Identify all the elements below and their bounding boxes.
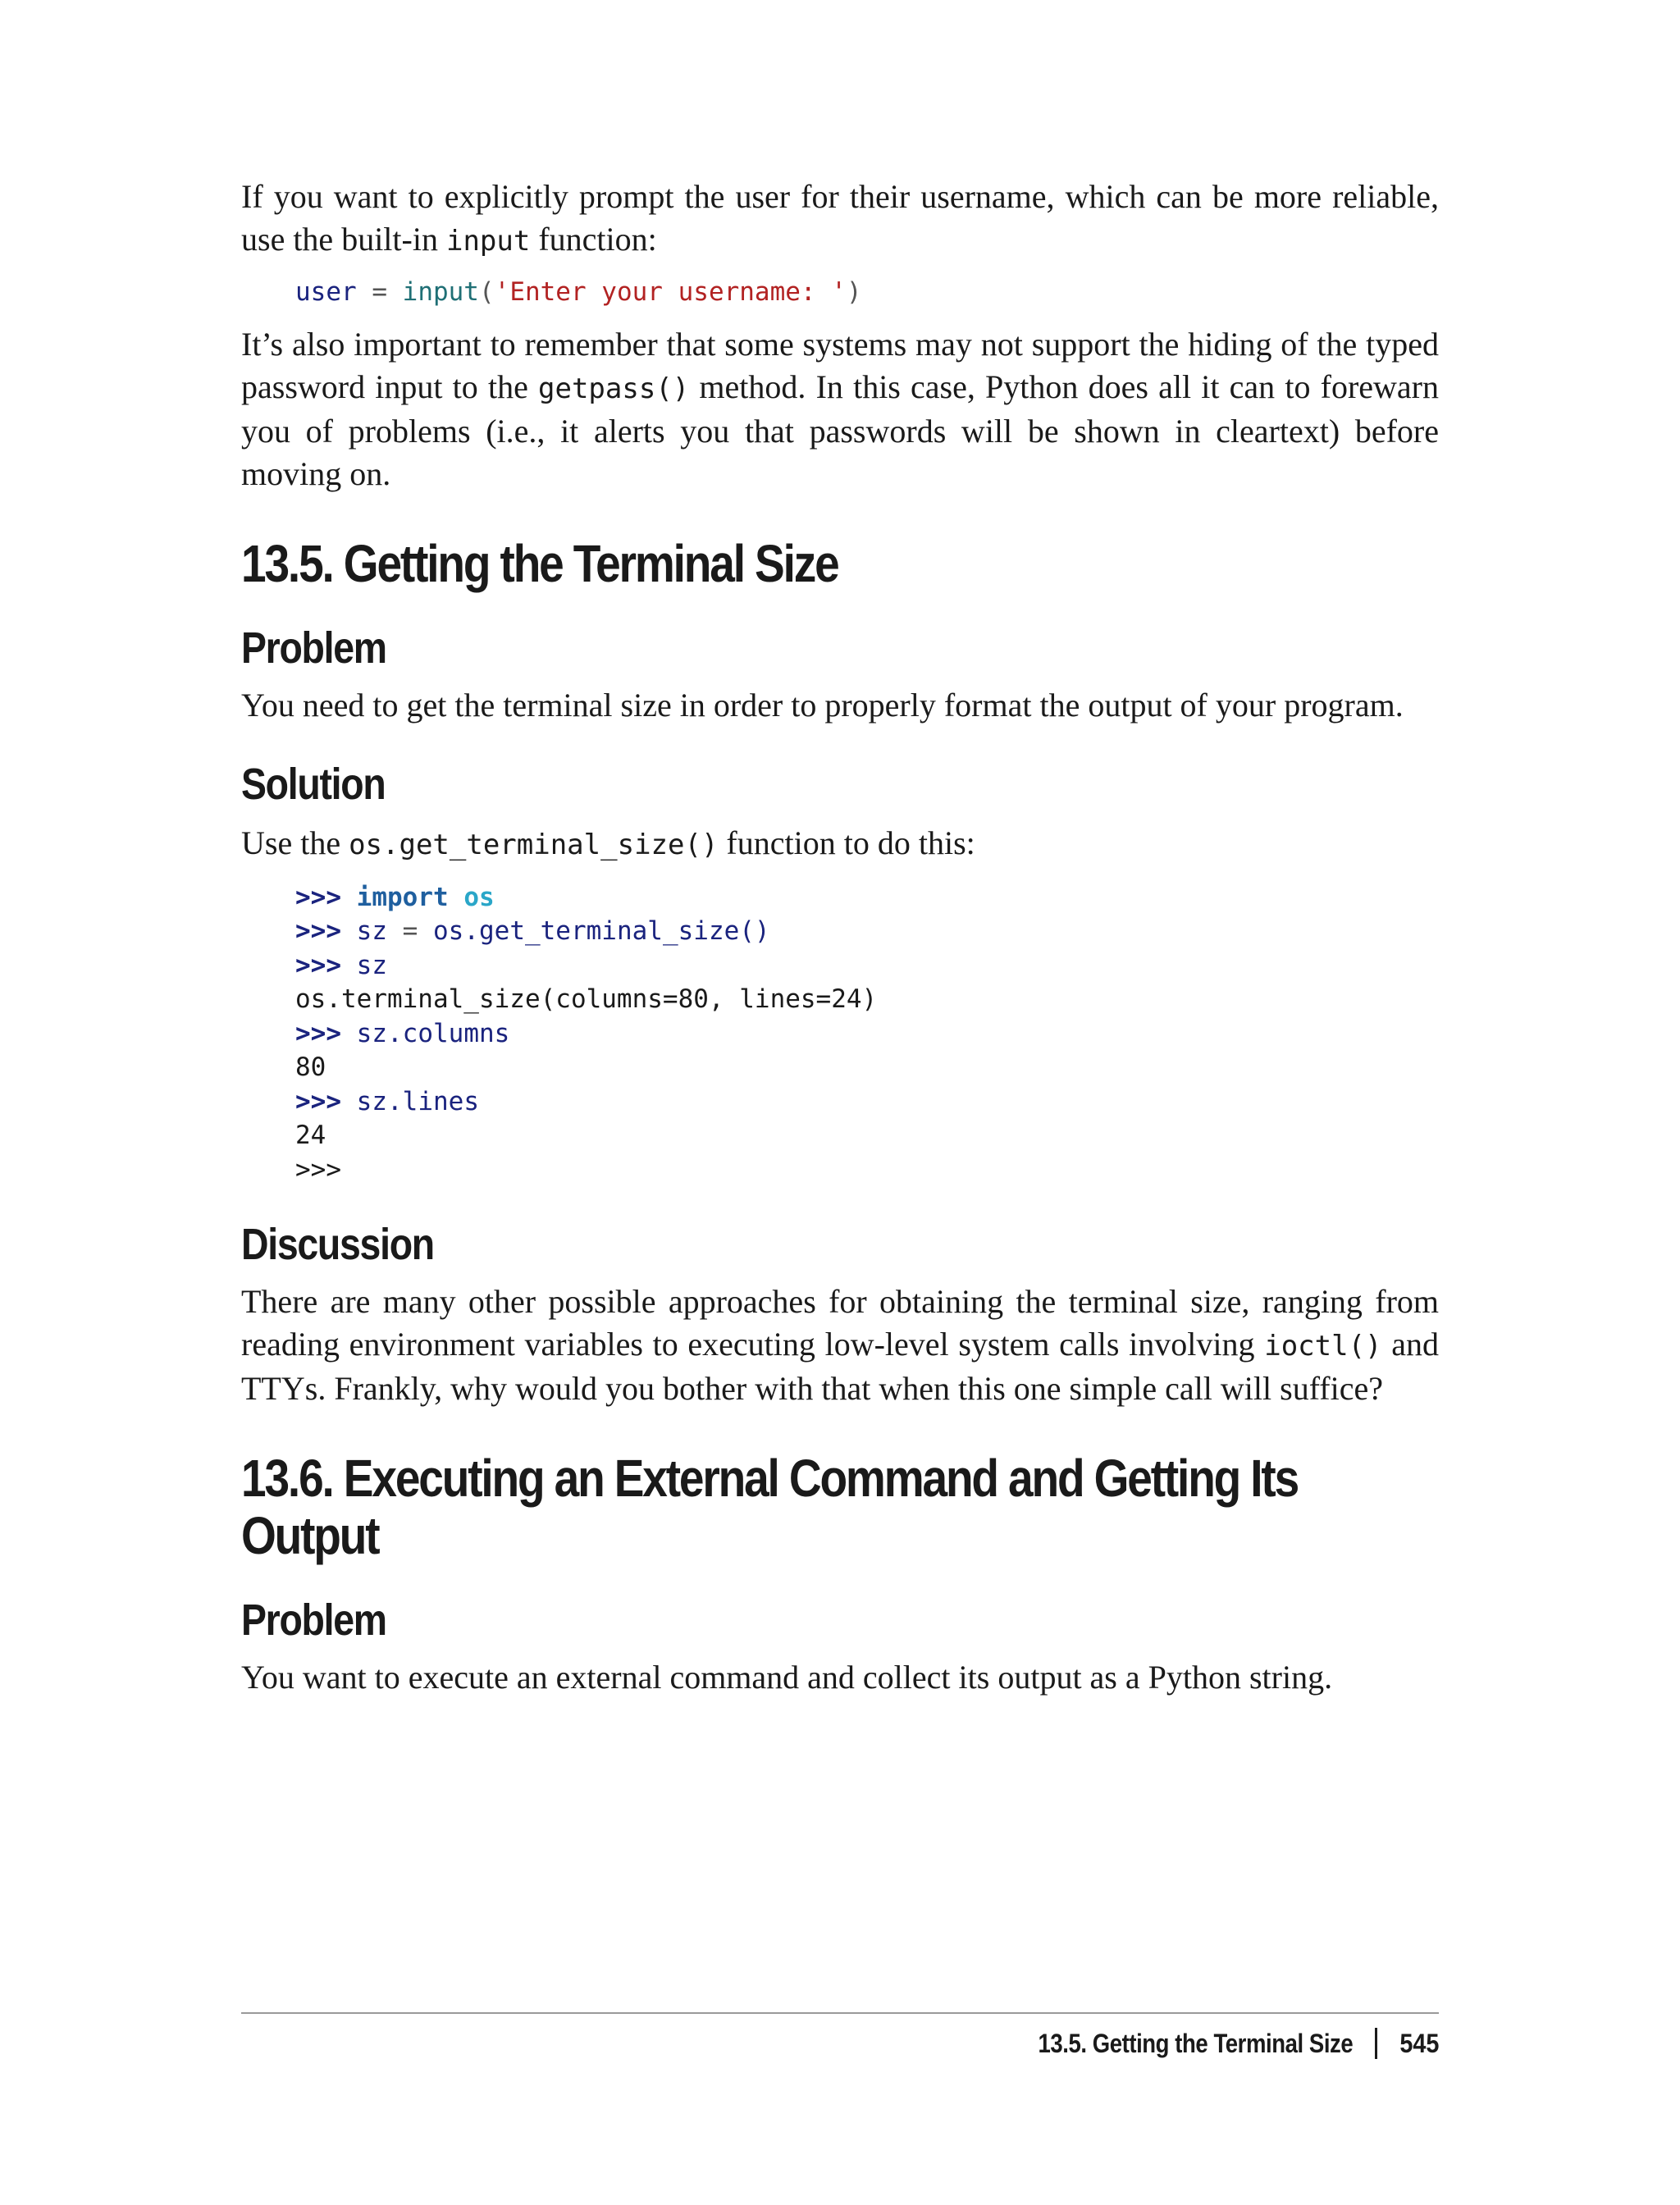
problem-text: You need to get the terminal size in order to properly format the output of your program.	[241, 686, 1404, 724]
inline-code-getpass: getpass()	[538, 372, 690, 405]
code-prompt: >>>	[295, 882, 341, 912]
text-run: If you want to explicitly prompt the user for their username, which can be more reliable, use the built-in	[241, 178, 1439, 258]
intro-paragraph-1	[241, 176, 1439, 262]
code-output: 80	[295, 1052, 326, 1082]
problem-text-13-6: You want to execute an external command and collect its output as a Python string.	[241, 1659, 1333, 1696]
text-run: function to do this:	[718, 824, 975, 861]
page-footer	[987, 2023, 1439, 2064]
text-run: function:	[530, 221, 657, 258]
page-number: 545	[1399, 2028, 1439, 2058]
solution-text	[241, 822, 1439, 866]
discussion-heading: Discussion	[241, 1220, 434, 1269]
text-run: method. In this case, Python does all it can to forewarn you of problems (i.e., it alerts you that passwords will be shown in cleartext) before moving on.	[241, 368, 1439, 492]
code-expression: os.get_terminal_size()	[433, 916, 770, 946]
text-run: There are many other possible approaches for obtaining the terminal size, ranging from reading environment variables to executing low-level system calls involving	[241, 1283, 1439, 1363]
code-string: 'Enter your username: '	[494, 277, 847, 307]
discussion-text	[241, 1281, 1439, 1410]
code-prompt: >>>	[295, 950, 341, 980]
text-run: It’s also important to remember that some systems may not support the hiding of the typed password input to the	[241, 325, 1439, 405]
code-identifier: sz	[356, 950, 387, 980]
intro-paragraph-2	[241, 323, 1439, 495]
code-keyword: import	[356, 882, 449, 912]
inline-code-get-terminal-size: os.get_terminal_size()	[349, 828, 719, 861]
text-run: Use the	[241, 824, 349, 861]
running-title: 13.5. Getting the Terminal Size	[1038, 2028, 1354, 2058]
code-operator: =	[387, 916, 433, 946]
code-block-terminal-size	[295, 881, 1439, 1188]
inline-code-input: input	[445, 225, 531, 258]
inline-code-ioctl: ioctl()	[1264, 1330, 1382, 1363]
section-title-13-6: 13.6. Executing an External Command and Getting Its Output	[241, 1449, 1299, 1565]
code-identifier: user	[295, 277, 357, 307]
code-block-input	[295, 276, 1439, 310]
code-expression: sz.columns	[356, 1018, 510, 1048]
code-module: os	[463, 882, 495, 912]
page-content	[241, 176, 1439, 1699]
code-prompt: >>>	[295, 916, 341, 946]
code-prompt: >>>	[295, 1018, 341, 1048]
code-function: input	[402, 277, 479, 307]
code-operator: =	[356, 277, 403, 307]
code-output: os.terminal_size(columns=80, lines=24)	[295, 984, 878, 1014]
code-output: 24	[295, 1121, 326, 1150]
section-title-13-5: 13.5. Getting the Terminal Size	[241, 533, 838, 593]
footer-separator	[1375, 2028, 1377, 2059]
footer-rule	[241, 2012, 1439, 2014]
code-prompt-empty: >>>	[295, 1154, 341, 1185]
problem-heading-13-6: Problem	[241, 1596, 386, 1645]
text-run: and TTYs. Frankly, why would you bother with that when this one simple call will suffice?	[241, 1326, 1439, 1407]
code-paren: )	[846, 277, 862, 307]
code-identifier: sz	[356, 916, 387, 946]
solution-heading: Solution	[241, 759, 386, 809]
code-paren: (	[478, 277, 495, 307]
code-prompt: >>>	[295, 1086, 341, 1116]
code-expression: sz.lines	[356, 1086, 479, 1116]
problem-heading: Problem	[241, 623, 386, 673]
